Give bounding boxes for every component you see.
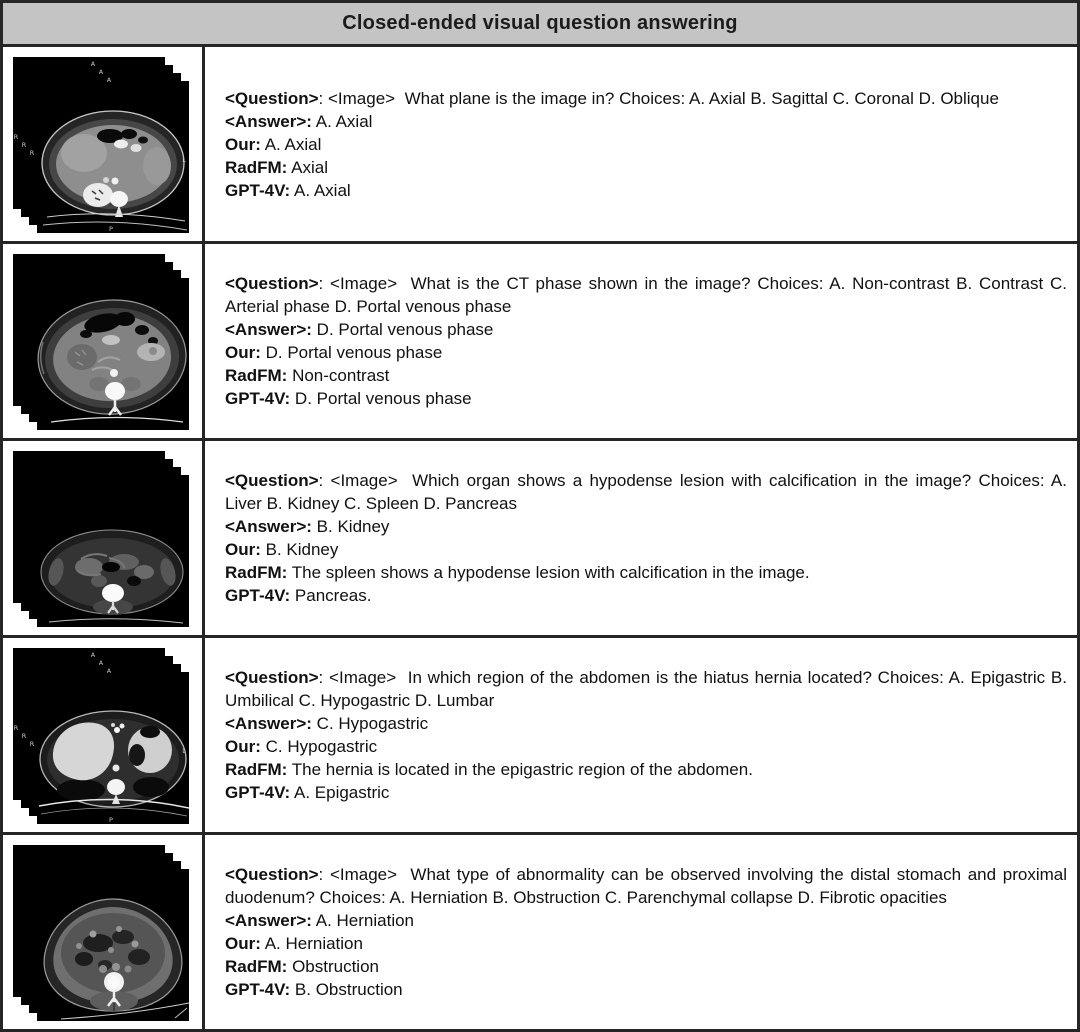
qa-text-cell-2: [205, 244, 1077, 438]
gpt4v-text: B. Obstruction: [294, 980, 403, 999]
question-line: <Question>: <Image> In which region of the abdomen is the hiatus hernia located? Choices: A. Epigastric B. Umbilical C. Hypogastric D. Lumbar: [225, 668, 1067, 710]
gpt4v-line: [225, 387, 1067, 410]
gpt4v-text: A. Epigastric: [293, 783, 390, 802]
gpt4v-label: GPT-4V:: [225, 389, 291, 408]
vqa-row-4: [3, 638, 1077, 835]
orientation-marker-a: A: [98, 659, 104, 667]
our-line: [225, 735, 1067, 758]
orientation-marker-r: R: [29, 149, 35, 157]
question-line: <Question>: <Image> What plane is the image in? Choices: A. Axial B. Sagittal C. Coronal D. Oblique: [225, 88, 999, 108]
orientation-marker-p: P: [109, 816, 113, 824]
question-text: What plane is the image in? Choices: A. Axial B. Sagittal C. Coronal D. Oblique: [404, 88, 999, 108]
radfm-label: RadFM:: [225, 957, 288, 976]
gpt4v-line: [225, 978, 1067, 1001]
gpt4v-line: [225, 179, 1067, 202]
orientation-marker-a: A: [106, 76, 112, 84]
gpt4v-text: D. Portal venous phase: [294, 389, 472, 408]
gpt4v-line: [225, 584, 1067, 607]
our-text: D. Portal venous phase: [265, 343, 443, 362]
image-token: <Image>: [328, 88, 396, 108]
our-line: [225, 133, 1067, 156]
radfm-text: The hernia is located in the epigastric region of the abdomen.: [291, 760, 753, 779]
orientation-marker-r: R: [13, 133, 19, 141]
radfm-line: [225, 955, 1067, 978]
ct-scan-stack-1: [3, 47, 202, 241]
our-text: B. Kidney: [265, 540, 339, 559]
gpt4v-label: GPT-4V:: [225, 783, 291, 802]
our-label: Our:: [225, 343, 261, 362]
answer-label: <Answer>:: [225, 714, 312, 733]
ct-scan-stack-5: [3, 835, 202, 1029]
answer-line: [225, 712, 1067, 735]
orientation-marker-l: L: [182, 747, 186, 755]
ct-scan-stack-2: [3, 244, 202, 438]
orientation-marker-a: A: [90, 60, 96, 68]
vqa-row-1: [3, 47, 1077, 244]
qa-text-cell-1: [205, 47, 1077, 241]
question-line: <Question>: <Image> Which organ shows a hypodense lesion with calcification in the image? Choices: A. Liver B. Kidney C. Spleen D. Pancreas: [225, 471, 1067, 513]
radfm-label: RadFM:: [225, 563, 288, 582]
our-label: Our:: [225, 134, 261, 154]
image-token: <Image>: [329, 668, 397, 687]
orientation-marker-a: A: [106, 667, 112, 675]
vqa-row-5: [3, 835, 1077, 1029]
ct-image-cell-1: [3, 47, 205, 241]
radfm-label: RadFM:: [225, 760, 288, 779]
answer-text: B. Kidney: [316, 517, 390, 536]
question-line: <Question>: <Image> What is the CT phase shown in the image? Choices: A. Non-contrast B. Contrast C. Arterial phase D. Portal venous phase: [225, 274, 1067, 316]
gpt4v-text: Pancreas.: [294, 586, 372, 605]
answer-line: [225, 110, 1067, 133]
question-line: <Question>: <Image> What type of abnormality can be observed involving the distal stomach and proximal duodenum? Choices: A. Herniation B. Obstruction C. Parenchymal collapse D. Fibrotic opacities: [225, 865, 1067, 907]
orientation-marker-a: A: [90, 651, 96, 659]
radfm-text: Obstruction: [292, 957, 379, 976]
question-label: <Question>: [225, 471, 319, 490]
answer-label: <Answer>:: [225, 320, 312, 339]
answer-text: D. Portal venous phase: [316, 320, 494, 339]
orientation-marker-r: R: [21, 141, 27, 149]
gpt4v-line: [225, 781, 1067, 804]
our-text: A. Axial: [264, 134, 322, 154]
gpt4v-label: GPT-4V:: [225, 586, 291, 605]
answer-label: <Answer>:: [225, 517, 312, 536]
question-label: <Question>: [225, 865, 319, 884]
radfm-line: [225, 156, 1067, 179]
our-line: [225, 341, 1067, 364]
our-line: [225, 932, 1067, 955]
our-text: A. Herniation: [264, 934, 363, 953]
radfm-label: RadFM:: [225, 366, 288, 385]
our-text: C. Hypogastric: [265, 737, 378, 756]
radfm-line: [225, 561, 1067, 584]
orientation-marker-p: P: [109, 225, 113, 233]
radfm-text: Axial: [291, 157, 328, 177]
ct-image-cell-5: [3, 835, 205, 1029]
qa-text-cell-3: [205, 441, 1077, 635]
qa-text-cell-4: [205, 638, 1077, 832]
image-token: <Image>: [330, 471, 398, 490]
ct-image-cell-3: [3, 441, 205, 635]
our-label: Our:: [225, 540, 261, 559]
question-text: What type of abnormality can be observed involving the distal stomach and proximal duodenum? Choices: A. Herniation B. Obstruction C. Parenchymal collapse D. Fibrotic opacities: [225, 865, 1067, 907]
ct-scan-stack-4: [3, 638, 202, 832]
vqa-row-3: [3, 441, 1077, 638]
orientation-marker-a: A: [98, 68, 104, 76]
orientation-marker-l: L: [182, 156, 186, 164]
answer-label: <Answer>:: [225, 111, 312, 131]
question-text: In which region of the abdomen is the hiatus hernia located? Choices: A. Epigastric B. Umbilical C. Hypogastric D. Lumbar: [225, 668, 1067, 710]
our-label: Our:: [225, 737, 261, 756]
question-label: <Question>: [225, 88, 319, 108]
answer-line: [225, 909, 1067, 932]
answer-text: C. Hypogastric: [316, 714, 429, 733]
question-text: Which organ shows a hypodense lesion with calcification in the image? Choices: A. Liver B. Kidney C. Spleen D. Pancreas: [225, 471, 1067, 513]
vqa-row-2: [3, 244, 1077, 441]
orientation-marker-r: R: [29, 740, 35, 748]
radfm-text: The spleen shows a hypodense lesion with calcification in the image.: [291, 563, 810, 582]
answer-line: [225, 318, 1067, 341]
our-line: [225, 538, 1067, 561]
answer-label: <Answer>:: [225, 911, 312, 930]
radfm-line: [225, 364, 1067, 387]
gpt4v-label: GPT-4V:: [225, 180, 291, 200]
figure-title: Closed-ended visual question answering: [342, 12, 738, 34]
question-label: <Question>: [225, 668, 319, 687]
image-token: <Image>: [330, 274, 398, 293]
ct-image-cell-2: [3, 244, 205, 438]
orientation-marker-r: R: [13, 724, 19, 732]
ct-image-cell-4: [3, 638, 205, 832]
radfm-line: [225, 758, 1067, 781]
our-label: Our:: [225, 934, 261, 953]
ct-scan-stack-3: [3, 441, 202, 635]
answer-text: A. Axial: [315, 111, 373, 131]
question-text: What is the CT phase shown in the image? Choices: A. Non-contrast B. Contrast C. Arterial phase D. Portal venous phase: [225, 274, 1067, 316]
image-token: <Image>: [329, 865, 398, 884]
qa-text-cell-5: [205, 835, 1077, 1029]
question-label: <Question>: [225, 274, 319, 293]
radfm-text: Non-contrast: [292, 366, 390, 385]
gpt4v-text: A. Axial: [293, 180, 351, 200]
gpt4v-label: GPT-4V:: [225, 980, 291, 999]
answer-text: A. Herniation: [315, 911, 415, 930]
orientation-marker-r: R: [21, 732, 27, 740]
figure-header: [3, 3, 1077, 47]
radfm-label: RadFM:: [225, 157, 288, 177]
answer-line: [225, 515, 1067, 538]
